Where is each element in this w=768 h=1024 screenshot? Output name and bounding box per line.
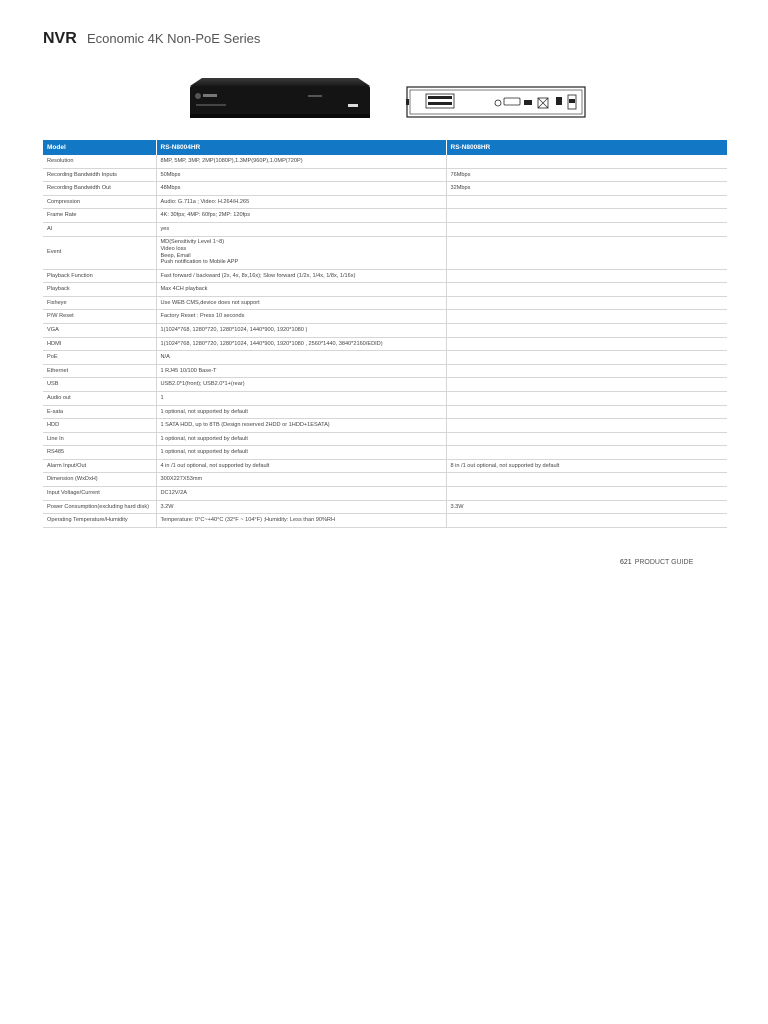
- table-row: [43, 337, 727, 351]
- spec-value-cell: [446, 209, 727, 223]
- spec-value-cell: [446, 296, 727, 310]
- spec-value-cell: 1 optional, not supported by default: [156, 432, 446, 446]
- spec-value-cell: [446, 195, 727, 209]
- table-row: [43, 155, 727, 168]
- spec-value-cell: 4 in /1 out optional, not supported by default: [156, 459, 446, 473]
- table-row: [43, 323, 727, 337]
- table-row: [43, 195, 727, 209]
- spec-table: [43, 140, 728, 528]
- table-row: [43, 283, 727, 297]
- spec-value-cell: 4K: 30fps; 4MP: 60fps; 2MP: 120fps: [156, 209, 446, 223]
- spec-value-cell: N/A: [156, 351, 446, 365]
- table-row: [43, 419, 727, 433]
- spec-value-cell: [446, 310, 727, 324]
- spec-label-cell: HDMI: [43, 337, 156, 351]
- spec-value-cell: 3.2W: [156, 500, 446, 514]
- footer-label: PRODUCT GUIDE: [634, 559, 694, 566]
- spec-label-cell: Ethernet: [43, 364, 156, 378]
- spec-label-cell: Playback: [43, 283, 156, 297]
- spec-value-cell: [446, 391, 727, 405]
- column-header: Model: [43, 140, 156, 155]
- spec-value-cell: 8MP, 5MP, 3MP, 2MP(1080P),1.3MP(960P),1.0MP(720P): [156, 155, 446, 168]
- spec-label-cell: Compression: [43, 195, 156, 209]
- spec-label-cell: Fisheye: [43, 296, 156, 310]
- spec-label-cell: RS485: [43, 446, 156, 460]
- table-row: [43, 459, 727, 473]
- spec-value-cell: 1 optional, not supported by default: [156, 446, 446, 460]
- title-strong: NVR: [43, 30, 77, 47]
- spec-value-cell: [446, 419, 727, 433]
- spec-label-cell: Recording Bandwidth Inputs: [43, 168, 156, 182]
- spec-value-cell: [446, 514, 727, 528]
- table-row: [43, 391, 727, 405]
- spec-value-cell: 1: [156, 391, 446, 405]
- table-row: [43, 310, 727, 324]
- table-row: [43, 269, 727, 283]
- table-row: [43, 432, 727, 446]
- spec-label-cell: Resolution: [43, 155, 156, 168]
- spec-label-cell: P/W Reset: [43, 310, 156, 324]
- table-row: [43, 182, 727, 196]
- table-row: [43, 487, 727, 501]
- spec-value-cell: 1 optional, not supported by default: [156, 405, 446, 419]
- spec-value-cell: Factory Reset : Press 10 seconds: [156, 310, 446, 324]
- table-header-row: [43, 140, 727, 155]
- nvr-rear-panel-diagram: [406, 85, 586, 119]
- spec-value-cell: [446, 323, 727, 337]
- spec-value-cell: [446, 236, 727, 269]
- spec-value-cell: 1(1024*768, 1280*720, 1280*1024, 1440*900, 1920*1080 , 2560*1440, 3840*2160/EDID): [156, 337, 446, 351]
- spec-value-cell: Use WEB CMS,device does not support: [156, 296, 446, 310]
- spec-value-cell: 8 in /1 out optional, not supported by default: [446, 459, 727, 473]
- spec-value-cell: [446, 446, 727, 460]
- column-header: RS-N8008HR: [446, 140, 727, 155]
- spec-value-cell: Max 4CH playback: [156, 283, 446, 297]
- page-title: [43, 30, 260, 48]
- table-row: [43, 296, 727, 310]
- spec-value-cell: yes: [156, 222, 446, 236]
- spec-value-cell: [446, 351, 727, 365]
- spec-label-cell: Recording Bandwidth Out: [43, 182, 156, 196]
- spec-label-cell: HDD: [43, 419, 156, 433]
- table-row: [43, 236, 727, 269]
- spec-value-cell: 50Mbps: [156, 168, 446, 182]
- spec-value-cell: [446, 155, 727, 168]
- spec-label-cell: Operating Temperature/Humidity: [43, 514, 156, 528]
- table-row: [43, 473, 727, 487]
- spec-label-cell: Audio out: [43, 391, 156, 405]
- column-header: RS-N8004HR: [156, 140, 446, 155]
- spec-value-cell: 1 RJ45 10/100 Base-T: [156, 364, 446, 378]
- spec-value-cell: [446, 405, 727, 419]
- spec-value-cell: [446, 473, 727, 487]
- spec-value-cell: [446, 364, 727, 378]
- spec-value-cell: [446, 378, 727, 392]
- spec-value-cell: 3.3W: [446, 500, 727, 514]
- spec-label-cell: Frame Rate: [43, 209, 156, 223]
- spec-label-cell: VGA: [43, 323, 156, 337]
- table-row: [43, 514, 727, 528]
- spec-value-cell: [446, 283, 727, 297]
- spec-value-cell: MD(Sensitivity Level 1~8) Video loss Beep, Email Push notification to Mobile APP: [156, 236, 446, 269]
- spec-label-cell: Line In: [43, 432, 156, 446]
- spec-value-cell: 48Mbps: [156, 182, 446, 196]
- spec-label-cell: Dimension (WxDxH): [43, 473, 156, 487]
- title-subtitle: Economic 4K Non-PoE Series: [86, 31, 261, 46]
- page-number: 621: [620, 559, 632, 566]
- table-row: [43, 500, 727, 514]
- spec-value-cell: 76Mbps: [446, 168, 727, 182]
- table-row: [43, 378, 727, 392]
- spec-value-cell: 1 SATA HDD, up to 8TB (Design reserved 2HDD or 1HDD+1ESATA): [156, 419, 446, 433]
- spec-value-cell: [446, 487, 727, 501]
- spec-label-cell: USB: [43, 378, 156, 392]
- table-row: [43, 168, 727, 182]
- table-row: [43, 351, 727, 365]
- table-row: [43, 405, 727, 419]
- spec-label-cell: Input Voltage/Current: [43, 487, 156, 501]
- spec-value-cell: USB2.0*1(front); USB2.0*1+(rear): [156, 378, 446, 392]
- spec-label-cell: Alarm Input/Out: [43, 459, 156, 473]
- spec-label-cell: PoE: [43, 351, 156, 365]
- spec-value-cell: 32Mbps: [446, 182, 727, 196]
- table-row: [43, 446, 727, 460]
- spec-value-cell: [446, 222, 727, 236]
- spec-label-cell: Event: [43, 236, 156, 269]
- table-row: [43, 364, 727, 378]
- table-row: [43, 222, 727, 236]
- spec-label-cell: Playback Function: [43, 269, 156, 283]
- spec-label-cell: E-sata: [43, 405, 156, 419]
- spec-label-cell: Power Consumption(excluding hard disk): [43, 500, 156, 514]
- spec-value-cell: [446, 269, 727, 283]
- spec-value-cell: Fast forward / backward (2x, 4x, 8x,16x); Slow forward (1/2x, 1/4x, 1/8x, 1/16x): [156, 269, 446, 283]
- page-footer: [620, 559, 693, 566]
- spec-value-cell: 300X227X53mm: [156, 473, 446, 487]
- spec-value-cell: [446, 432, 727, 446]
- spec-value-cell: DC12V/2A: [156, 487, 446, 501]
- spec-value-cell: Audio: G.711a ; Video: H.264/H.265: [156, 195, 446, 209]
- nvr-front-photo: [188, 76, 372, 120]
- table-row: [43, 209, 727, 223]
- spec-value-cell: Temperature: 0°C~+40°C (32°F ~ 104°F) ;Humidity: Less than 90%RH: [156, 514, 446, 528]
- spec-value-cell: [446, 337, 727, 351]
- spec-value-cell: 1(1024*768, 1280*720, 1280*1024, 1440*900, 1920*1080 ): [156, 323, 446, 337]
- spec-label-cell: AI: [43, 222, 156, 236]
